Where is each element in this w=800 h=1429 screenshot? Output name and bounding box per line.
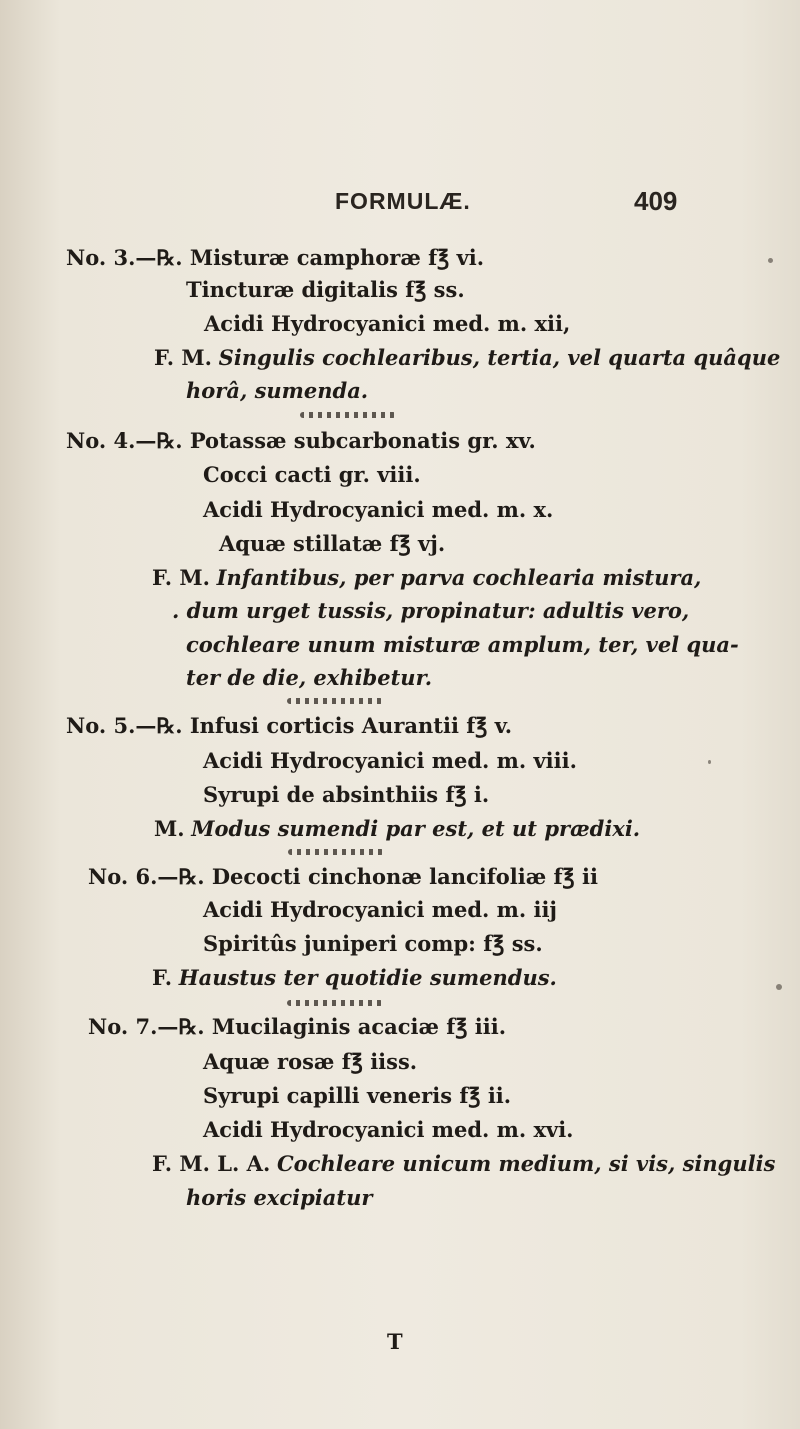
separator-ornament <box>287 1000 383 1006</box>
formula-heading: No. 3.—℞. Misturæ camphoræ f℥ vi. <box>66 245 485 270</box>
ingredient-line: Acidi Hydrocyanici med. m. xii, <box>204 311 571 336</box>
ink-spot <box>708 760 711 764</box>
directions-text: Modus sumendi par est, et ut prædixi. <box>191 816 641 841</box>
directions-line: horis excipiatur <box>186 1185 373 1210</box>
directions-line <box>154 345 780 371</box>
formula-heading: No. 7.—℞. Mucilaginis acaciæ f℥ iii. <box>88 1014 507 1039</box>
directions-text: Haustus ter quotidie sumendus. <box>178 965 557 990</box>
separator-ornament <box>287 698 383 704</box>
ingredient-line: Cocci cacti gr. viii. <box>203 462 421 487</box>
page-number: 409 <box>634 186 678 216</box>
ingredient-line: Tincturæ digitalis f℥ ss. <box>186 277 465 302</box>
directions-line <box>154 816 640 842</box>
running-title: FORMULÆ. <box>335 188 471 214</box>
directions-line <box>152 565 701 591</box>
directions-line: horâ, sumenda. <box>186 378 369 403</box>
directions-line: cochleare unum misturæ amplum, ter, vel qua- <box>186 632 739 657</box>
formula-heading: No. 4.—℞. Potassæ subcarbonatis gr. xv. <box>66 428 536 453</box>
directions-line: . dum urget tussis, propinatur: adultis vero, <box>172 598 690 623</box>
signature-mark: T <box>387 1329 403 1354</box>
page-header <box>0 188 800 228</box>
ingredient-line: Acidi Hydrocyanici med. m. iij <box>203 897 558 922</box>
ingredient-line: Syrupi de absinthiis f℥ i. <box>203 782 490 807</box>
directions-text: Infantibus, per parva cochlearia mistura, <box>216 565 702 590</box>
directions-text: Cochleare unicum medium, si vis, singulis <box>276 1151 776 1176</box>
directions-lead: F. M. L. A. <box>152 1151 271 1176</box>
directions-lead: F. M. <box>152 565 210 590</box>
ingredient-line: Spiritûs juniperi comp: f℥ ss. <box>203 931 543 956</box>
ink-spot <box>768 258 773 263</box>
directions-lead: F. <box>152 965 173 990</box>
ingredient-line: Aquæ stillatæ f℥ vj. <box>219 531 446 556</box>
formula-heading: No. 6.—℞. Decocti cinchonæ lancifoliæ f℥ ii <box>88 864 598 889</box>
directions-lead: F. M. <box>154 345 212 370</box>
ingredient-line: Aquæ rosæ f℥ iiss. <box>203 1049 418 1074</box>
ingredient-line: Acidi Hydrocyanici med. m. x. <box>203 497 554 522</box>
ingredient-line: Acidi Hydrocyanici med. m. xvi. <box>203 1117 574 1142</box>
ink-spot <box>776 984 782 990</box>
directions-line <box>152 965 557 991</box>
directions-line <box>152 1151 775 1177</box>
ingredient-line: Acidi Hydrocyanici med. m. viii. <box>203 748 577 773</box>
separator-ornament <box>300 412 396 418</box>
directions-line: ter de die, exhibetur. <box>186 665 433 690</box>
directions-lead: M. <box>154 816 185 841</box>
separator-ornament <box>288 849 384 855</box>
ingredient-line: Syrupi capilli veneris f℥ ii. <box>203 1083 512 1108</box>
formula-heading: No. 5.—℞. Infusi corticis Aurantii f℥ v. <box>66 713 513 738</box>
directions-text: Singulis cochlearibus, tertia, vel quarta quâque <box>218 345 781 370</box>
